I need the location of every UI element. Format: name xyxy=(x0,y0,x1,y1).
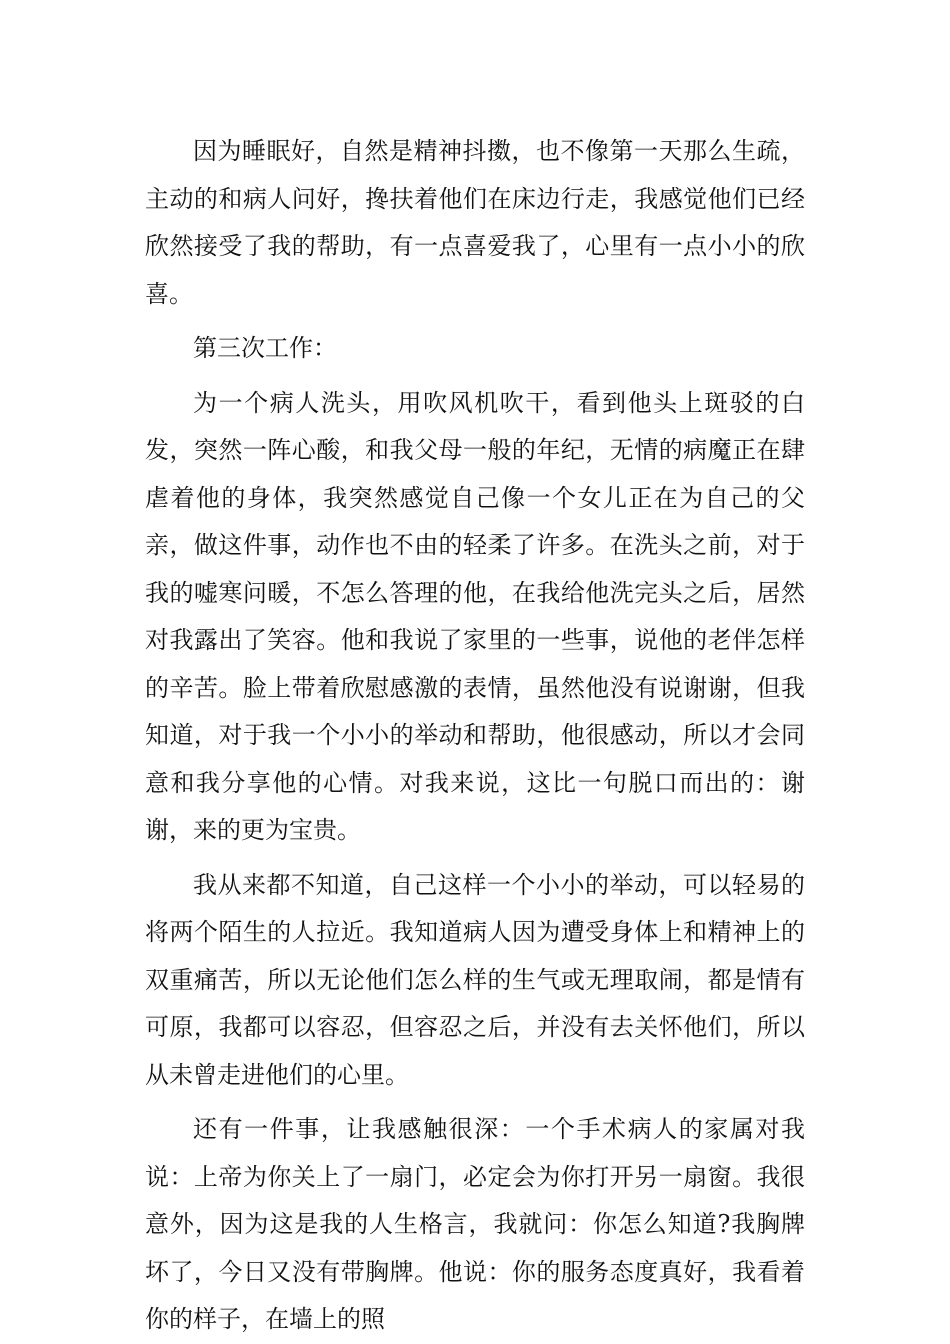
paragraph-family-member: 还有一件事，让我感触很深：一个手术病人的家属对我说：上帝为你关上了一扇门，必定会为你打开另一扇窗。我很意外，因为这是我的人生格言，我就问：你怎么知道?我胸牌坏了，今日又没有带胸牌。他说：你的服务态度真好，我看着你的样子，在墙上的照 xyxy=(145,1115,805,1333)
paragraph-third-work-heading: 第三次工作： xyxy=(193,334,337,362)
paragraph-small-gesture: 我从来都不知道，自己这样一个小小的举动，可以轻易的将两个陌生的人拉近。我知道病人因为遭受身体上和精神上的双重痛苦，所以无论他们怎么样的生气或无理取闹，都是情有可原，我都可以容忍，但容忍之后，并没有去关怀他们，所以从未曾走进他们的心里。 xyxy=(145,870,805,1089)
paragraph-sleep: 因为睡眠好，自然是精神抖擞，也不像第一天那么生疏，主动的和病人问好，搀扶着他们在床边行走，我感觉他们已经欣然接受了我的帮助，有一点喜爱我了，心里有一点小小的欣喜。 xyxy=(145,137,805,308)
document-body xyxy=(145,128,805,1344)
paragraph-washing-hair: 为一个病人洗头，用吹风机吹干，看到他头上斑驳的白发，突然一阵心酸，和我父母一般的年纪，无情的病魔正在肆虐着他的身体，我突然感觉自己像一个女儿正在为自己的父亲，做这件事，动作也不由的轻柔了许多。在洗头之前，对于我的嘘寒问暖，不怎么答理的他，在我给他洗完头之后，居然对我露出了笑容。他和我说了家里的一些事，说他的老伴怎样的辛苦。脸上带着欣慰感激的表情，虽然他没有说谢谢，但我知道，对于我一个小小的举动和帮助，他很感动，所以才会同意和我分享他的心情。对我来说，这比一句脱口而出的：谢谢，来的更为宝贵。 xyxy=(145,388,805,844)
